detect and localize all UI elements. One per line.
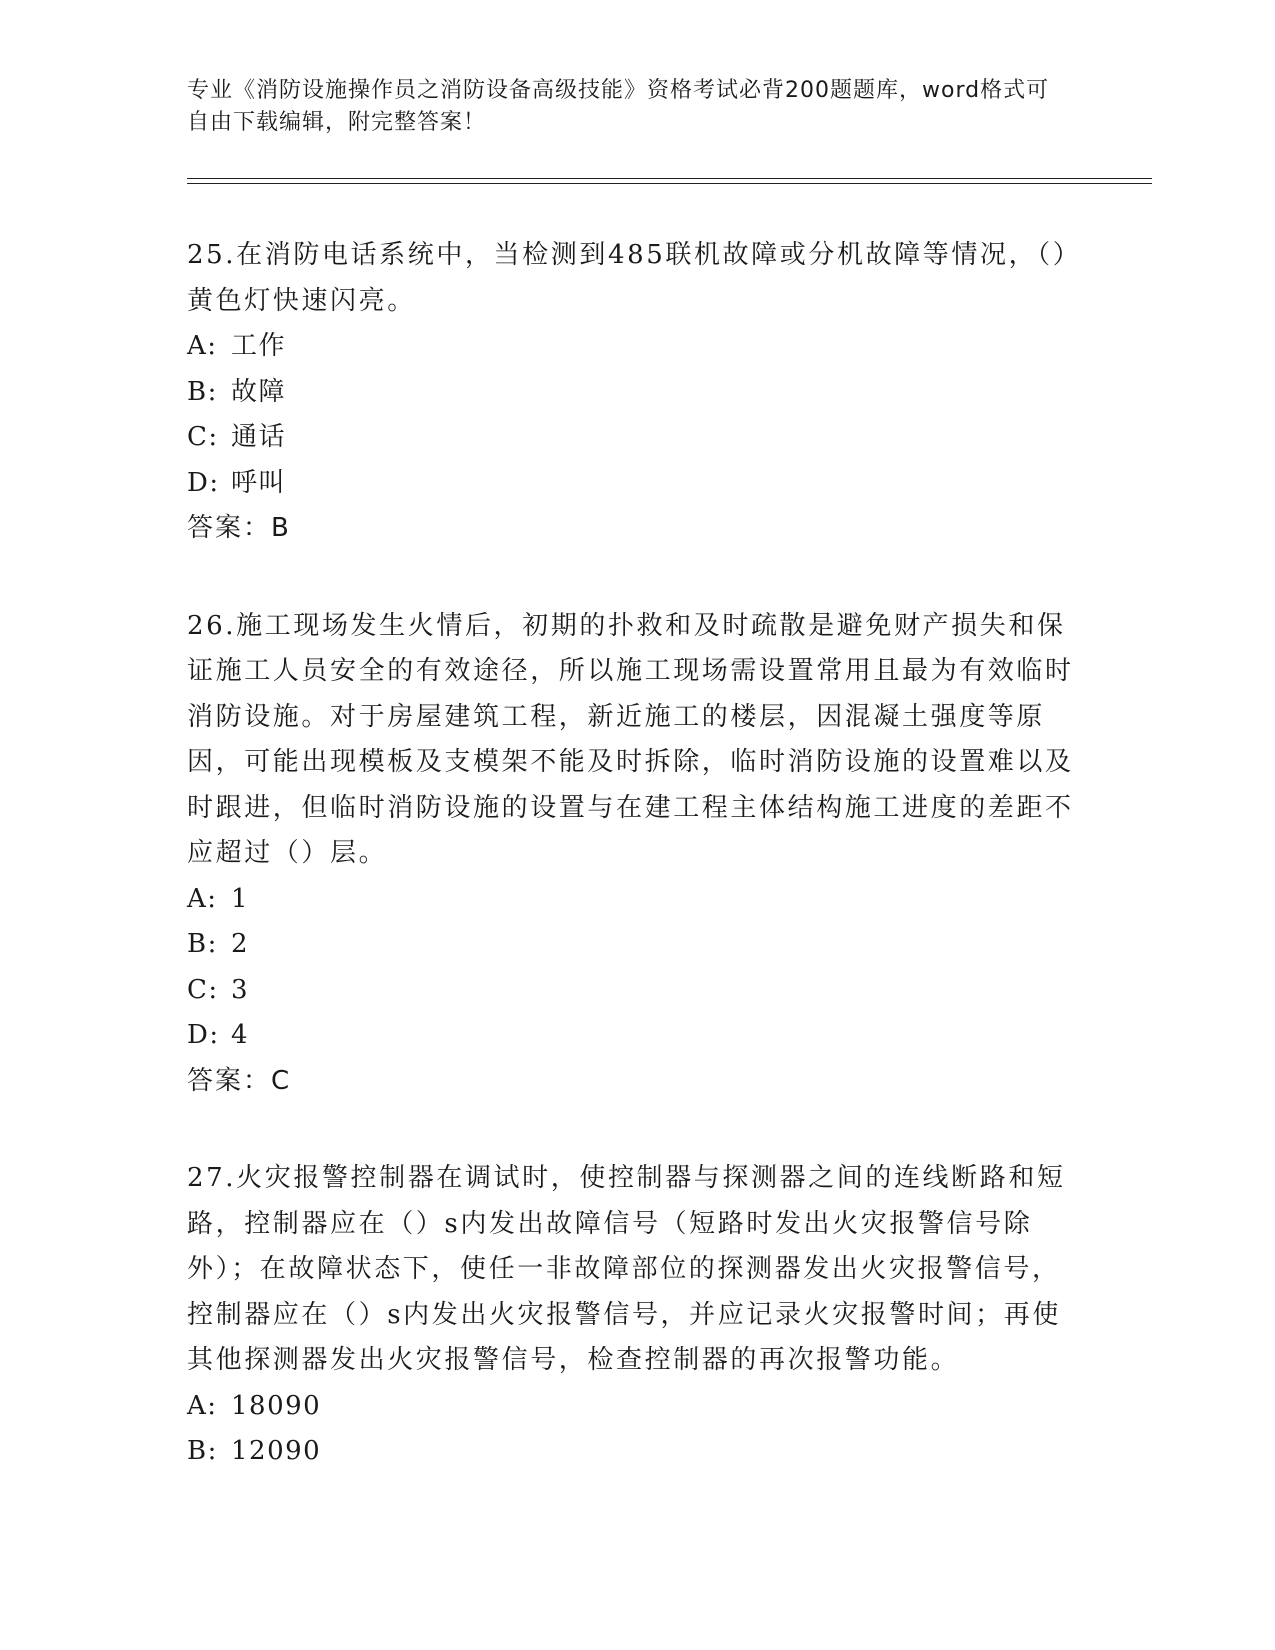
question-list [187,233,1087,1527]
document-header: 专业《消防设施操作员之消防设备高级技能》资格考试必背200题题库，word格式可自由下载编辑，附完整答案！ [187,78,1050,135]
option-key: C: [187,422,219,452]
option-key: D: [187,1020,220,1050]
option-key: A: [187,883,218,914]
question-26 [187,604,1087,1105]
option-c [187,968,1087,1014]
option-a [187,877,1087,923]
option-value: 1 [231,883,250,914]
question-25 [187,233,1087,552]
option-key: D: [187,467,220,498]
option-key: A: [187,331,218,361]
option-value: 故障 [231,376,287,407]
option-key: B: [187,1436,218,1466]
option-b [187,1429,1087,1475]
option-value: 呼叫 [231,467,287,498]
answer-label: 答案：B [187,513,291,543]
option-value: 18090 [231,1390,322,1421]
question-text: 27.火灾报警控制器在调试时，使控制器与探测器之间的连线断路和短路，控制器应在（）s内发出故障信号（短路时发出火灾报警信号除外）；在故障状态下，使任一非故障部位的探测器发出火灾报警信号，控制器应在（）s内发出火灾报警信号，并应记录火灾报警时间；再使其他探测器发出火灾报警信号，检查控制器的再次报警功能。 [187,1163,1066,1375]
option-a [187,324,1087,370]
option-key: B: [187,376,218,407]
option-key: A: [187,1390,218,1421]
question-text: 26.施工现场发生火情后，初期的扑救和及时疏散是避免财产损失和保证施工人员安全的有效途径，所以施工现场需设置常用且最为有效临时消防设施。对于房屋建筑工程，新近施工的楼层，因混凝土强度等原因，可能出现模板及支模架不能及时拆除，临时消防设施的设置难以及时跟进，但临时消防设施的设置与在建工程主体结构施工进度的差距不应超过（）层。 [187,610,1074,868]
option-value: 2 [231,929,250,959]
question-27 [187,1156,1087,1475]
option-a [187,1384,1087,1430]
header-divider-top [187,178,1152,179]
option-key: C: [187,974,219,1005]
option-value: 通话 [231,422,287,452]
answer-label: 答案：C [187,1065,292,1096]
option-value: 3 [231,974,250,1005]
option-c [187,415,1087,461]
option-b [187,370,1087,416]
option-b [187,922,1087,968]
option-key: B: [187,929,218,959]
option-d [187,1013,1087,1059]
option-value: 工作 [231,331,287,361]
option-value: 12090 [231,1436,322,1466]
option-d [187,461,1087,507]
header-divider-bottom [187,183,1152,184]
option-value: 4 [231,1020,250,1050]
question-text: 25.在消防电话系统中，当检测到485联机故障或分机故障等情况，（）黄色灯快速闪亮。 [187,240,1082,316]
